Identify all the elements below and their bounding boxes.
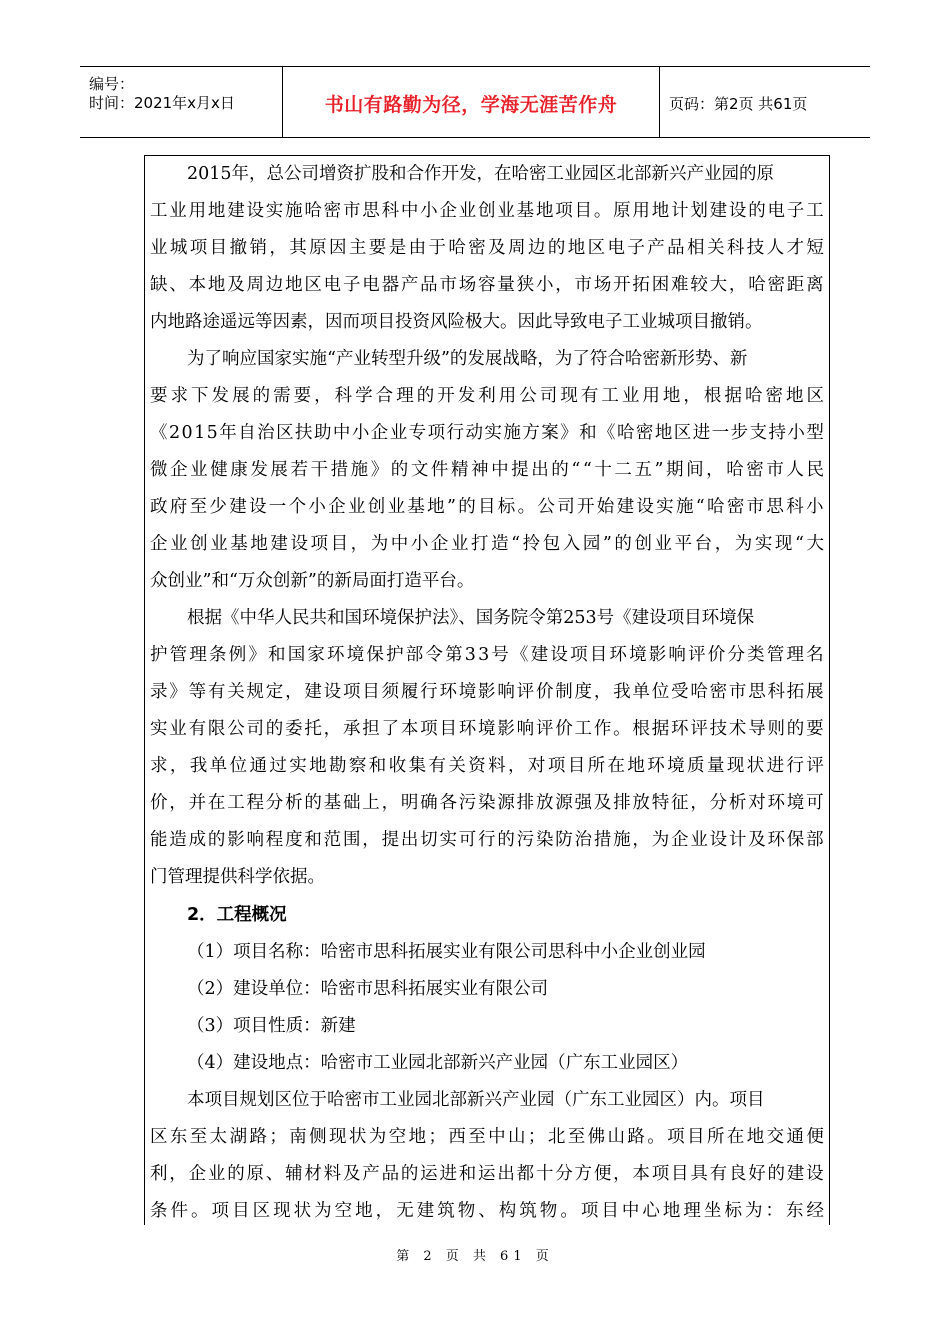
page-footer: 第 2 页 共 61 页 [396,1249,554,1264]
body-line: 政 府 至 少 建 设 一 个 小 企 业 创 业 基 地 ” 的 目 标 。 公 司 开 始 建 设 实 施 “ 哈 密 市 思 科 小 [150,497,824,517]
header-page-number: 页码：第2页 共61页 [669,95,808,113]
body-line: 实 业 有 限 公 司 的 委 托 ， 承 担 了 本 项 目 环 境 影 响 评 价 工 作 。 根 据 环 评 技 术 导 则 的 要 [150,719,824,739]
header-motto: 书山有路勤为径，学海无涯苦作舟 [324,94,618,116]
body-line: 要 求 下 发 展 的 需 要 ， 科 学 合 理 的 开 发 利 用 公 司 现 有 工 业 用 地 ， 根 据 哈 密 地 区 [150,386,824,406]
body-line: 内地路途遥远等因素，因而项目投资风险极大。因此导致电子工业城项目撤销。 [150,312,763,332]
body-line: 2015年，总公司增资扩股和合作开发，在哈密工业园区北部新兴产业园的原 [187,164,775,184]
body-line: 众创业”和“万众创新”的新局面打造平台。 [150,571,475,591]
header-motto-cell [283,67,660,137]
page-header [80,66,870,138]
header-page-cell [660,67,870,137]
body-line: 根据《中华人民共和国环境保护法》、国务院令第253号《建设项目环境保 [187,608,755,628]
body-line: （1）项目名称：哈密市思科拓展实业有限公司思科中小企业创业园 [187,942,706,962]
body-line: 业 城 项 目 撤 销 ， 其 原 因 主 要 是 由 于 哈 密 及 周 边 的 地 区 电 子 产 品 相 关 科 技 人 才 短 [150,238,824,258]
document-date: 时间：2021年x月x日 [89,94,235,112]
body-line: 《 2 0 1 5 年 自 治 区 扶 助 中 小 企 业 专 项 行 动 实 施 方 案 》 和 《 哈 密 地 区 进 一 步 支 持 小 型 [150,423,824,443]
body-line: 求 ， 我 单 位 通 过 实 地 勘 察 和 收 集 有 关 资 料 ， 对 项 目 所 在 地 环 境 质 量 现 状 进 行 评 [150,756,824,776]
body-line: 价 ， 并 在 工 程 分 析 的 基 础 上 ， 明 确 各 污 染 源 排 放 源 强 及 排 放 特 征 ， 分 析 对 环 境 可 [150,793,824,813]
body-line: 利 ， 企 业 的 原 、 辅 材 料 及 产 品 的 运 进 和 运 出 都 十 分 方 便 ， 本 项 目 具 有 良 好 的 建 设 [150,1164,824,1184]
body-line: 条 件 。 项 目 区 现 状 为 空 地 ， 无 建 筑 物 、 构 筑 物 。 项 目 中 心 地 理 坐 标 为 ： 东 经 [150,1201,824,1221]
document-number-label: 编号： [89,75,135,93]
body-line: 本项目规划区位于哈密市工业园北部新兴产业园（广东工业园区）内。项目 [187,1090,765,1110]
body-line: 区 东 至 太 湖 路 ； 南 侧 现 状 为 空 地 ； 西 至 中 山 ； 北 至 佛 山 路 。 项 目 所 在 地 交 通 便 [150,1127,824,1147]
body-line: 门管理提供科学依据。 [150,867,325,887]
body-line: 企 业 创 业 基 地 建 设 项 目 ， 为 中 小 企 业 打 造 “ 拎 包 入 园 ” 的 创 业 平 台 ， 为 实 现 “ 大 [150,534,824,554]
body-line: 缺 、 本 地 及 周 边 地 区 电 子 电 器 产 品 市 场 容 量 狭 小 ， 市 场 开 拓 困 难 较 大 ， 哈 密 距 离 [150,275,824,295]
content-frame [144,155,830,1225]
header-meta-cell [80,67,283,137]
body-line: 为了响应国家实施“产业转型升级”的发展战略，为了符合哈密新形势、新 [187,349,748,369]
body-line: 能 造 成 的 影 响 程 度 和 范 围 ， 提 出 切 实 可 行 的 污 染 防 治 措 施 ， 为 企 业 设 计 及 环 保 部 [150,830,824,850]
section-heading: 2．工程概况 [187,905,287,925]
body-line: （4）建设地点：哈密市工业园北部新兴产业园（广东工业园区） [187,1053,689,1073]
body-line: 护 管 理 条 例 》 和 国 家 环 境 保 护 部 令 第 3 3 号 《 建 设 项 目 环 境 影 响 评 价 分 类 管 理 名 [150,645,824,665]
body-line: （3）项目性质：新建 [187,1016,356,1036]
body-line: 录 》 等 有 关 规 定 ， 建 设 项 目 须 履 行 环 境 影 响 评 价 制 度 ， 我 单 位 受 哈 密 市 思 科 拓 展 [150,682,824,702]
body-line: 微 企 业 健 康 发 展 若 干 措 施 》 的 文 件 精 神 中 提 出 的 “ “ 十 二 五 ” 期 间 ， 哈 密 市 人 民 [150,460,824,480]
body-line: （2）建设单位：哈密市思科拓展实业有限公司 [187,979,549,999]
body-line: 工 业 用 地 建 设 实 施 哈 密 市 思 科 中 小 企 业 创 业 基 地 项 目 。 原 用 地 计 划 建 设 的 电 子 工 [150,201,824,221]
